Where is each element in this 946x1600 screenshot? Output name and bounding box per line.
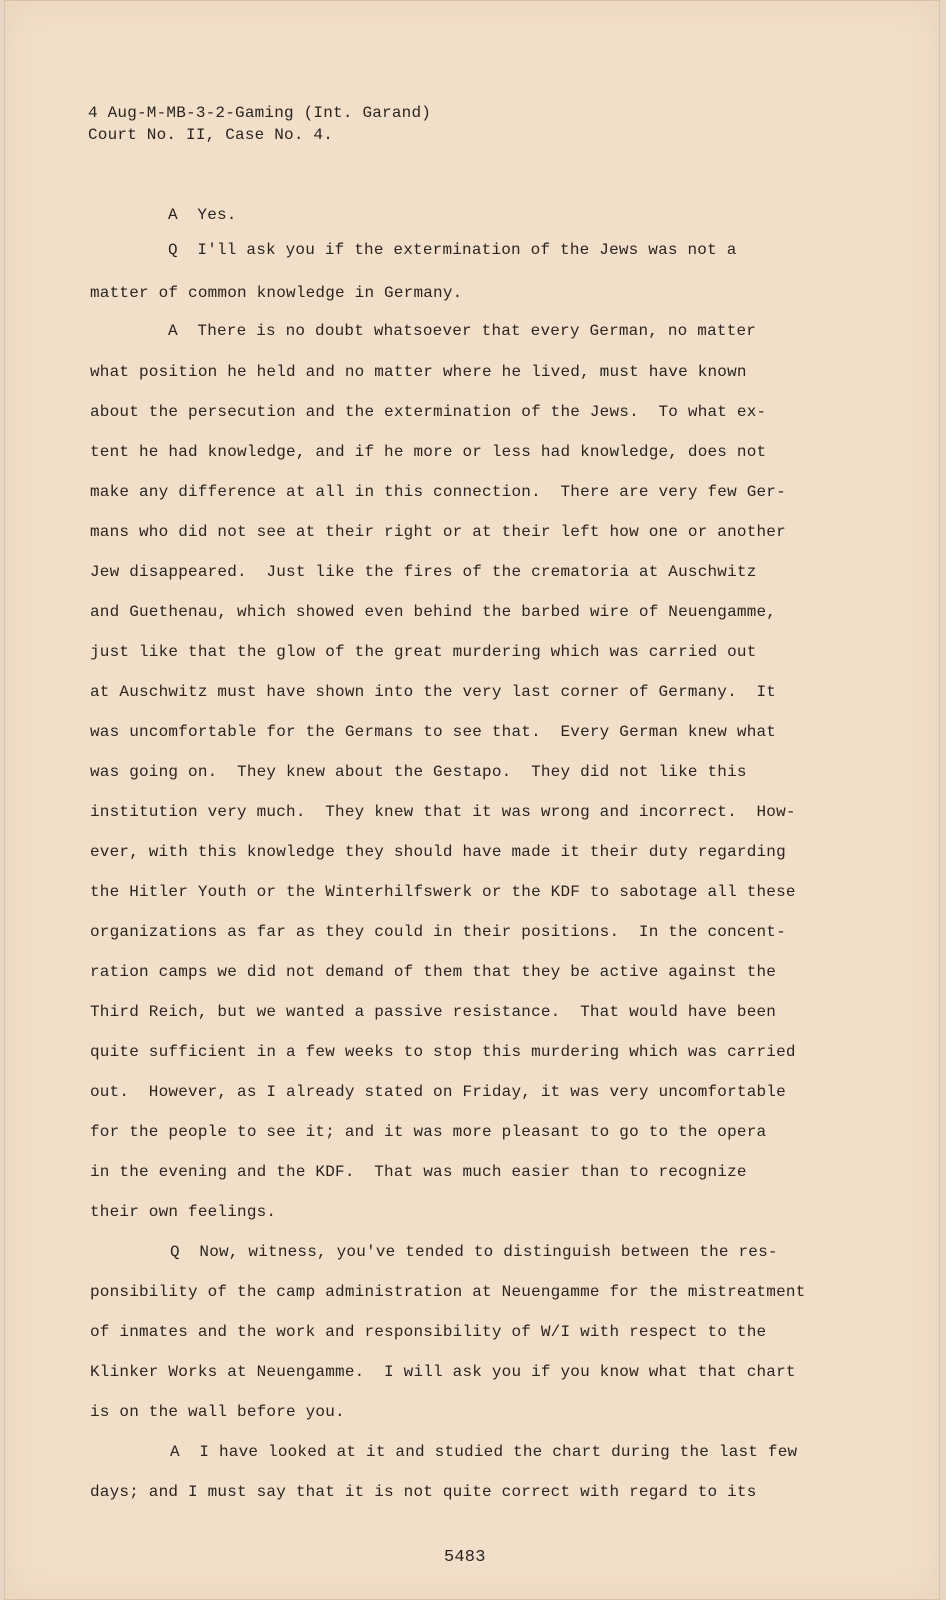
text-line: A Yes. [168,206,237,224]
text-line: in the evening and the KDF. That was much easier than to recognize [90,1163,747,1181]
header-line-1: 4 Aug-M-MB-3-2-Gaming (Int. Garand) [88,104,432,122]
text-line: ration camps we did not demand of them that they be active against the [90,963,777,981]
text-line: Q I'll ask you if the extermination of the Jews was not a [168,241,737,259]
text-line: matter of common knowledge in Germany. [90,284,463,302]
typewritten-document [4,0,940,1600]
case-header [88,102,431,146]
text-line: Q Now, witness, you've tended to distinguish between the res- [170,1243,778,1261]
text-line: institution very much. They knew that it was wrong and incorrect. How- [90,803,796,821]
header-line-2: Court No. II, Case No. 4. [88,126,334,144]
text-line: make any difference at all in this connection. There are very few Ger- [90,483,786,501]
text-line: their own feelings. [90,1203,277,1221]
text-line: days; and I must say that it is not quite correct with regard to its [90,1483,757,1501]
text-line: Klinker Works at Neuengamme. I will ask you if you know what that chart [90,1363,796,1381]
text-line: ever, with this knowledge they should have made it their duty regarding [90,843,786,861]
text-line: about the persecution and the extermination of the Jews. To what ex- [90,403,767,421]
text-line: was uncomfortable for the Germans to see that. Every German knew what [90,723,777,741]
text-line: the Hitler Youth or the Winterhilfswerk or the KDF to sabotage all these [90,883,796,901]
text-line: of inmates and the work and responsibility of W/I with respect to the [90,1323,767,1341]
page-number: 5483 [444,1548,486,1567]
text-line: and Guethenau, which showed even behind the barbed wire of Neuengamme, [90,603,777,621]
text-line: at Auschwitz must have shown into the very last corner of Germany. It [90,683,777,701]
text-line: mans who did not see at their right or at their left how one or another [90,523,786,541]
text-line: ponsibility of the camp administration at Neuengamme for the mistreatment [90,1283,806,1301]
document-page [4,0,940,1600]
text-line: A There is no doubt whatsoever that every German, no matter [168,322,757,340]
text-line: was going on. They knew about the Gestapo. They did not like this [90,763,747,781]
text-line: A I have looked at it and studied the chart during the last few [170,1443,798,1461]
text-line: just like that the glow of the great murdering which was carried out [90,643,757,661]
text-line: out. However, as I already stated on Friday, it was very uncomfortable [90,1083,786,1101]
text-line: Jew disappeared. Just like the fires of the crematoria at Auschwitz [90,563,757,581]
text-line: is on the wall before you. [90,1403,345,1421]
text-line: for the people to see it; and it was more pleasant to go to the opera [90,1123,767,1141]
text-line: organizations as far as they could in their positions. In the concent- [90,923,786,941]
text-line: what position he held and no matter where he lived, must have known [90,363,747,381]
text-line: Third Reich, but we wanted a passive resistance. That would have been [90,1003,777,1021]
text-line: tent he had knowledge, and if he more or less had knowledge, does not [90,443,767,461]
text-line: quite sufficient in a few weeks to stop this murdering which was carried [90,1043,796,1061]
